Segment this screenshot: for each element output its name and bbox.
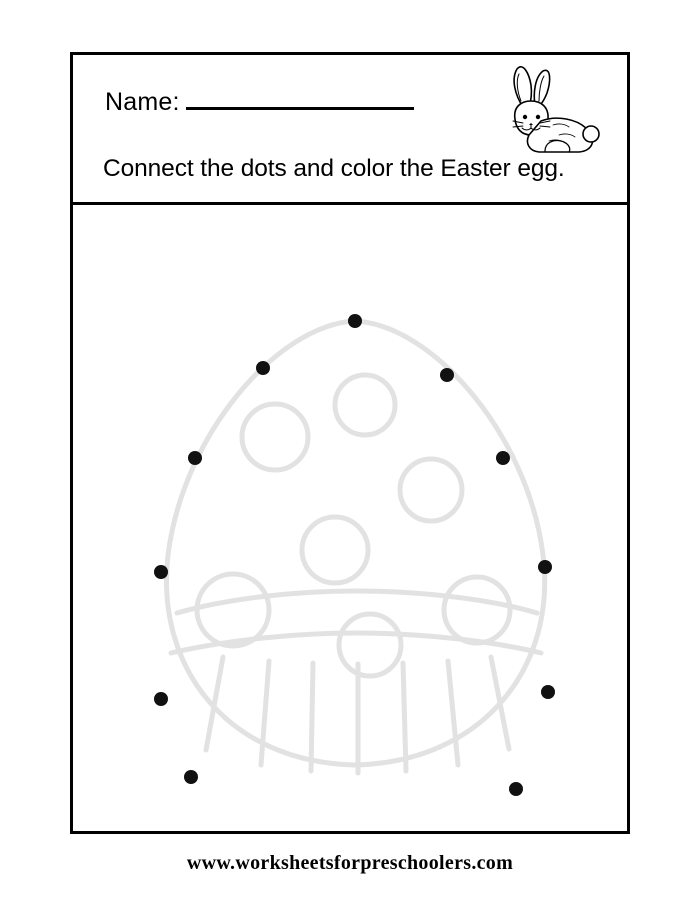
- name-row: [105, 85, 414, 117]
- dot-to-dot-activity: [73, 205, 627, 834]
- name-input-line[interactable]: [186, 85, 414, 110]
- instruction-text: Connect the dots and color the Easter egg.: [103, 155, 565, 182]
- easter-bunny-clipart: [479, 63, 609, 155]
- egg-outline-guide: [166, 321, 544, 773]
- worksheet-frame: [70, 52, 630, 834]
- footer-website-url: www.worksheetsforpreschoolers.com: [186, 852, 514, 874]
- name-label: Name:: [105, 88, 180, 116]
- worksheet-header: [73, 55, 627, 205]
